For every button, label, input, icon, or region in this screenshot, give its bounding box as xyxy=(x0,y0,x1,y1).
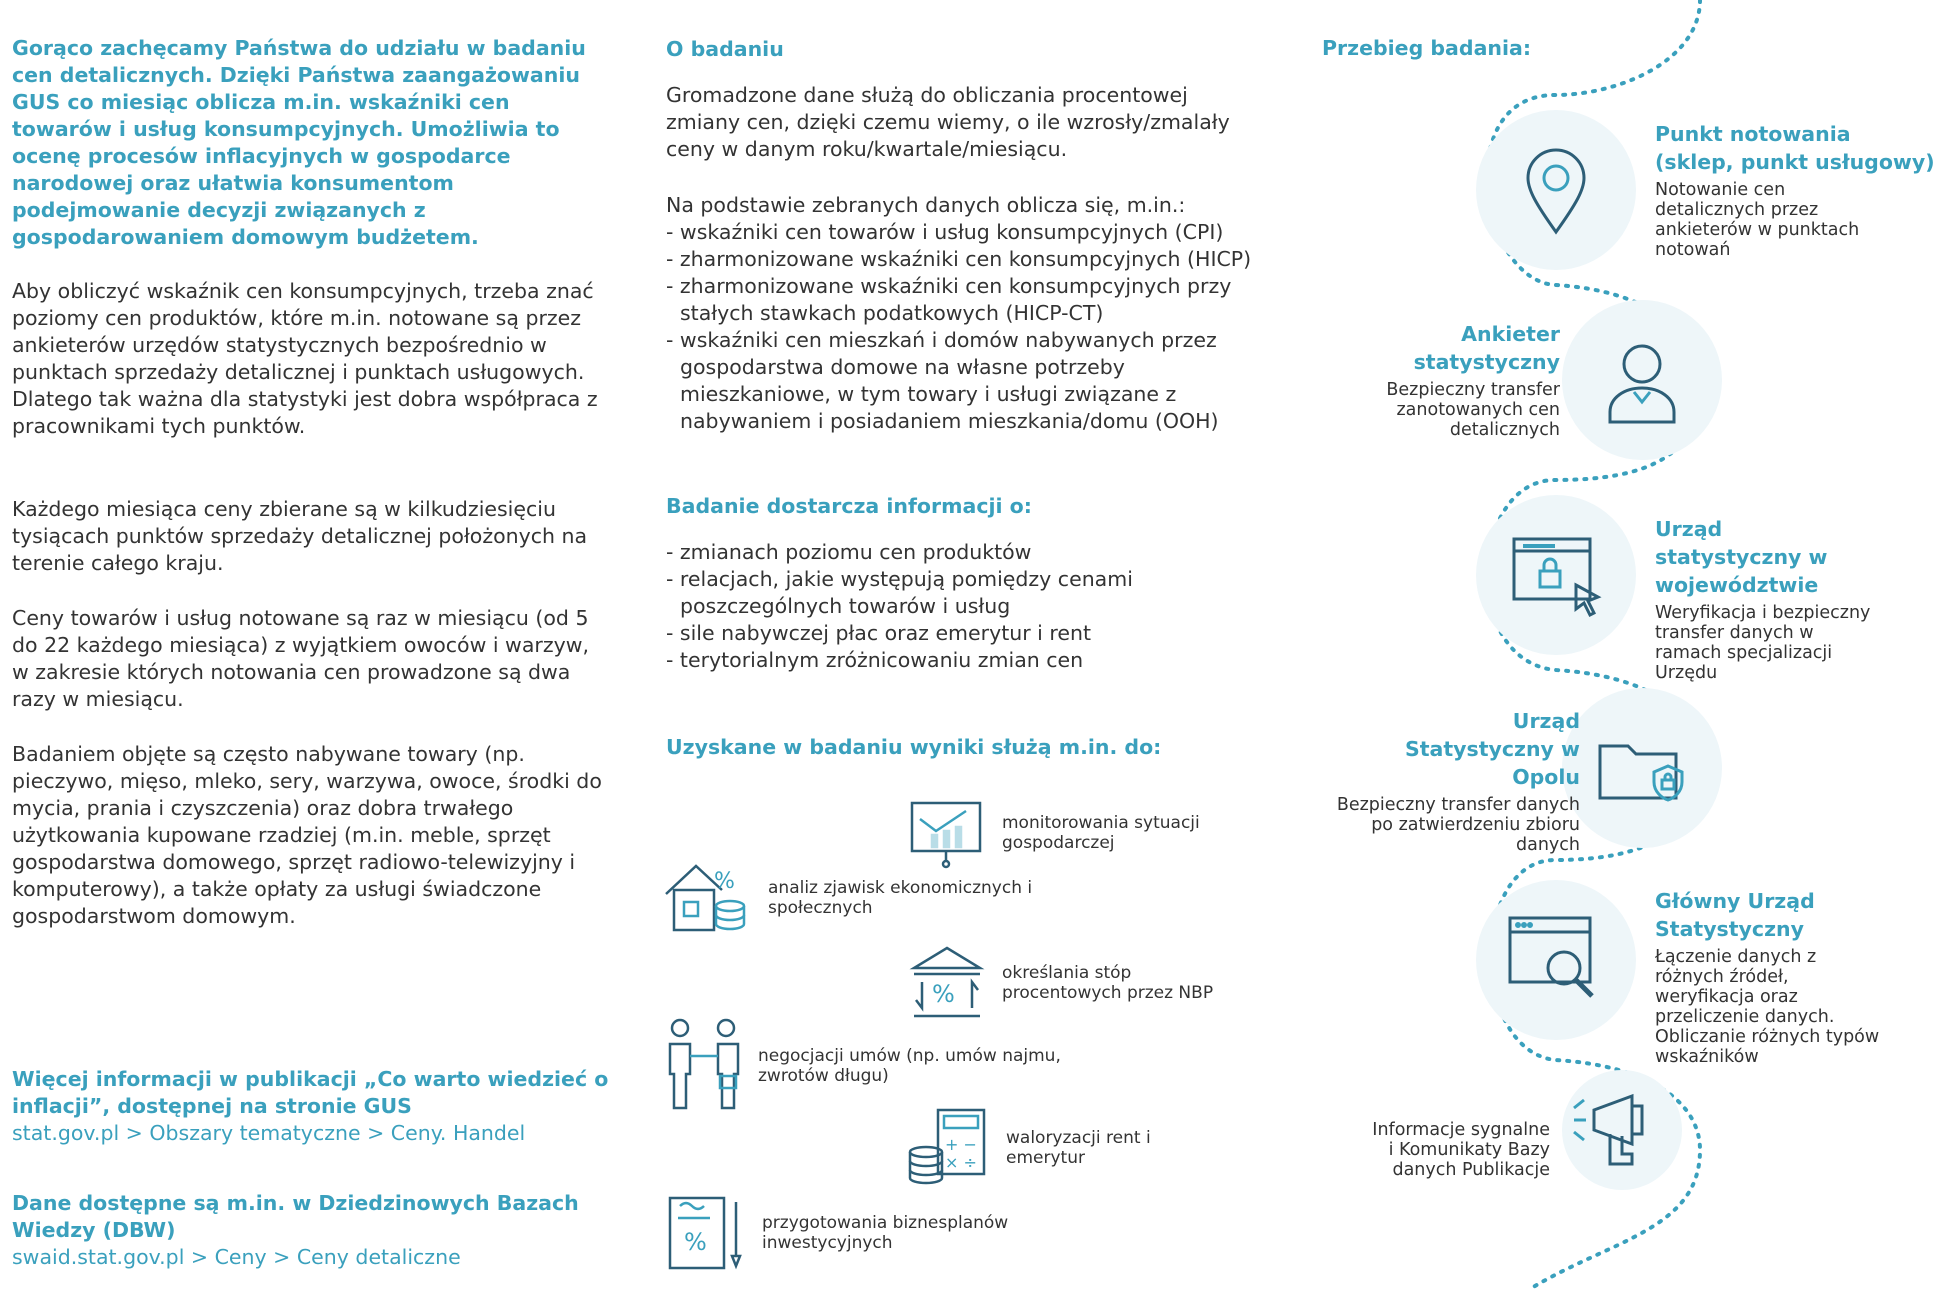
step-urzad-woj xyxy=(1655,515,1935,683)
list-item: - wskaźniki cen towarów i usług konsumpcyjnych (CPI) xyxy=(666,219,1266,246)
step-urzad-opole xyxy=(1260,707,1580,855)
step-circle xyxy=(1562,1070,1682,1190)
swaid-link[interactable]: swaid.stat.gov.pl > Ceny > Ceny detaliczne xyxy=(12,1245,461,1269)
uses-heading: Uzyskane w badaniu wyniki służą m.in. do: xyxy=(666,735,1162,759)
list-item: - zharmonizowane wskaźniki cen konsumpcyjnych przy stałych stawkach podatkowych (HICP-CT) xyxy=(666,273,1266,327)
people-negotiation-icon xyxy=(666,1018,742,1114)
secure-window-icon xyxy=(1506,525,1606,625)
megaphone-icon xyxy=(1572,1080,1672,1180)
basis-intro: Na podstawie zebranych danych oblicza się, m.in.: xyxy=(666,193,1186,217)
step-title: Punkt notowania (sklep, punkt usługowy) xyxy=(1655,122,1935,174)
step-circle xyxy=(1562,688,1722,848)
use-interest xyxy=(908,944,1242,1022)
intro-text: Gorąco zachęcamy Państwa do udziału w badaniu cen detalicznych. Dzięki Państwa zaangażowaniu GUS co miesiąc oblicza m.in. wskaźniki cen towarów i usług konsumpcyjnych. Umożliwia to ocenę procesów inflacyjnych w gospodarce narodowej oraz ułatwia konsumentom podejmowanie decyzji związanych z gospodarowaniem domowym budżetem. xyxy=(12,36,586,249)
step-publications xyxy=(1300,1116,1550,1180)
location-pin-icon xyxy=(1506,140,1606,240)
step-punkt xyxy=(1655,120,1935,260)
step-title: Urząd Statystyczny w Opolu xyxy=(1404,709,1580,789)
step-gus xyxy=(1655,887,1935,1067)
use-business-plan xyxy=(664,1192,1032,1274)
svg-text:%: % xyxy=(714,869,735,894)
about-text: Gromadzone dane służą do obliczania procentowej zmiany cen, dzięki czemu wiemy, o ile wzrosły/zmalały ceny w danym roku/kwartale/miesiącu. xyxy=(666,83,1230,161)
search-window-icon xyxy=(1506,910,1606,1010)
step-circle xyxy=(1476,495,1636,655)
step-circle xyxy=(1476,110,1636,270)
use-label: monitorowania sytuacji gospodarczej xyxy=(1002,813,1200,853)
list-item: - relacjach, jakie występują pomiędzy cenami poszczególnych towarów i usług xyxy=(666,566,1266,620)
basis-list xyxy=(666,219,1266,435)
use-label: waloryzacji rent i emerytur xyxy=(1006,1128,1151,1168)
list-item: - zharmonizowane wskaźniki cen konsumpcyjnych (HICP) xyxy=(666,246,1266,273)
list-item: - sile nabywczej płac oraz emerytur i rent xyxy=(666,620,1266,647)
paragraph-frequency: Ceny towarów i usług notowane są raz w miesiącu (od 5 do 22 każdego miesiąca) z wyjątkiem owoców i warzyw, w zakresie których notowania cen prowadzone są dwa razy w miesiącu. xyxy=(12,606,589,711)
svg-text:%: % xyxy=(684,1228,707,1256)
step-desc: Notowanie cen detalicznych przez ankieterów w punktach notowań xyxy=(1655,180,1860,260)
stat-gov-link[interactable]: stat.gov.pl > Obszary tematyczne > Ceny. Handel xyxy=(12,1121,526,1145)
use-label: negocjacji umów (np. umów najmu, zwrotów długu) xyxy=(758,1046,1061,1086)
info-list xyxy=(666,539,1266,674)
house-percent-icon xyxy=(662,858,752,938)
step-desc: Informacje sygnalne i Komunikaty Bazy danych Publikacje xyxy=(1372,1120,1550,1180)
dbw-title: Dane dostępne są m.in. w Dziedzinowych Bazach Wiedzy (DBW) xyxy=(12,1191,579,1242)
paragraph-cpi: Aby obliczyć wskaźnik cen konsumpcyjnych, trzeba znać poziomy cen produktów, które m.in. notowane są przez ankieterów urzędów statystycznych bezpośrednio w punktach sprzedaży detalicznej i punktach usługowych. Dlatego tak ważna dla statystyki jest dobra współpraca z pracownikami tych punktów. xyxy=(12,279,598,438)
more-info-title: Więcej informacji w publikacji „Co warto wiedzieć o inflacji”, dostępnej na stronie GUS xyxy=(12,1067,609,1118)
svg-text:+ −: + − xyxy=(945,1135,977,1154)
about-heading: O badaniu xyxy=(666,37,784,61)
use-analysis xyxy=(662,858,1048,938)
step-title: Urząd statystyczny w województwie xyxy=(1655,517,1828,597)
bank-percent-icon xyxy=(908,944,986,1022)
more-info-dbw xyxy=(12,1190,612,1271)
step-circle xyxy=(1562,300,1722,460)
step-title: Główny Urząd Statystyczny xyxy=(1655,889,1815,941)
info-heading: Badanie dostarcza informacji o: xyxy=(666,494,1032,518)
step-desc: Weryfikacja i bezpieczny transfer danych w ramach specjalizacji Urzędu xyxy=(1655,603,1871,683)
svg-text:× ÷: × ÷ xyxy=(945,1153,977,1172)
svg-text:%: % xyxy=(932,980,955,1008)
list-item: - terytorialnym zróżnicowaniu zmian cen xyxy=(666,647,1266,674)
step-circle xyxy=(1476,880,1636,1040)
step-desc: Bezpieczny transfer danych po zatwierdzeniu zbioru danych xyxy=(1336,795,1580,855)
step-desc: Łączenie danych z różnych źródeł, weryfikacja oraz przeliczenie danych. Obliczanie różnych typów wskaźników xyxy=(1655,947,1880,1067)
step-ankieter xyxy=(1280,320,1560,440)
flow-title: Przebieg badania: xyxy=(1322,36,1532,60)
secure-folder-icon xyxy=(1592,718,1692,818)
use-negotiation xyxy=(666,1018,1088,1114)
use-label: analiz zjawisk ekonomicznych i społecznych xyxy=(768,878,1033,918)
calculator-coins-icon xyxy=(906,1106,990,1190)
more-info-publication xyxy=(12,1066,612,1147)
step-desc: Bezpieczny transfer zanotowanych cen detalicznych xyxy=(1386,380,1560,440)
step-title: Ankieter statystyczny xyxy=(1413,322,1560,374)
list-item: - zmianach poziomu cen produktów xyxy=(666,539,1266,566)
business-plan-icon xyxy=(664,1192,746,1274)
use-label: przygotowania biznesplanów inwestycyjnych xyxy=(762,1213,1009,1253)
person-icon xyxy=(1592,330,1692,430)
list-item: - wskaźniki cen mieszkań i domów nabywanych przez gospodarstwa domowe na własne potrzeby mieszkaniowe, w tym towary i usługi związane z nabywaniem i posiadaniem mieszkania/domu (OOH) xyxy=(666,327,1266,435)
use-indexation xyxy=(906,1106,1186,1190)
paragraph-monthly: Każdego miesiąca ceny zbierane są w kilkudziesięciu tysiącach punktów sprzedaży detalicznej położonych na terenie całego kraju. xyxy=(12,497,588,575)
paragraph-scope: Badaniem objęte są często nabywane towary (np. pieczywo, mięso, mleko, sery, warzywa, owoce, środki do mycia, prania i czyszczenia) oraz dobra trwałego użytkowania kupowane rzadziej (m.in. meble, sprzęt gospodarstwa domowego, sprzęt radiowo-telewizyjny i komputerowy), a także opłaty za usługi świadczone gospodarstwom domowym. xyxy=(12,742,602,928)
use-label: określania stóp procentowych przez NBP xyxy=(1002,963,1214,1003)
